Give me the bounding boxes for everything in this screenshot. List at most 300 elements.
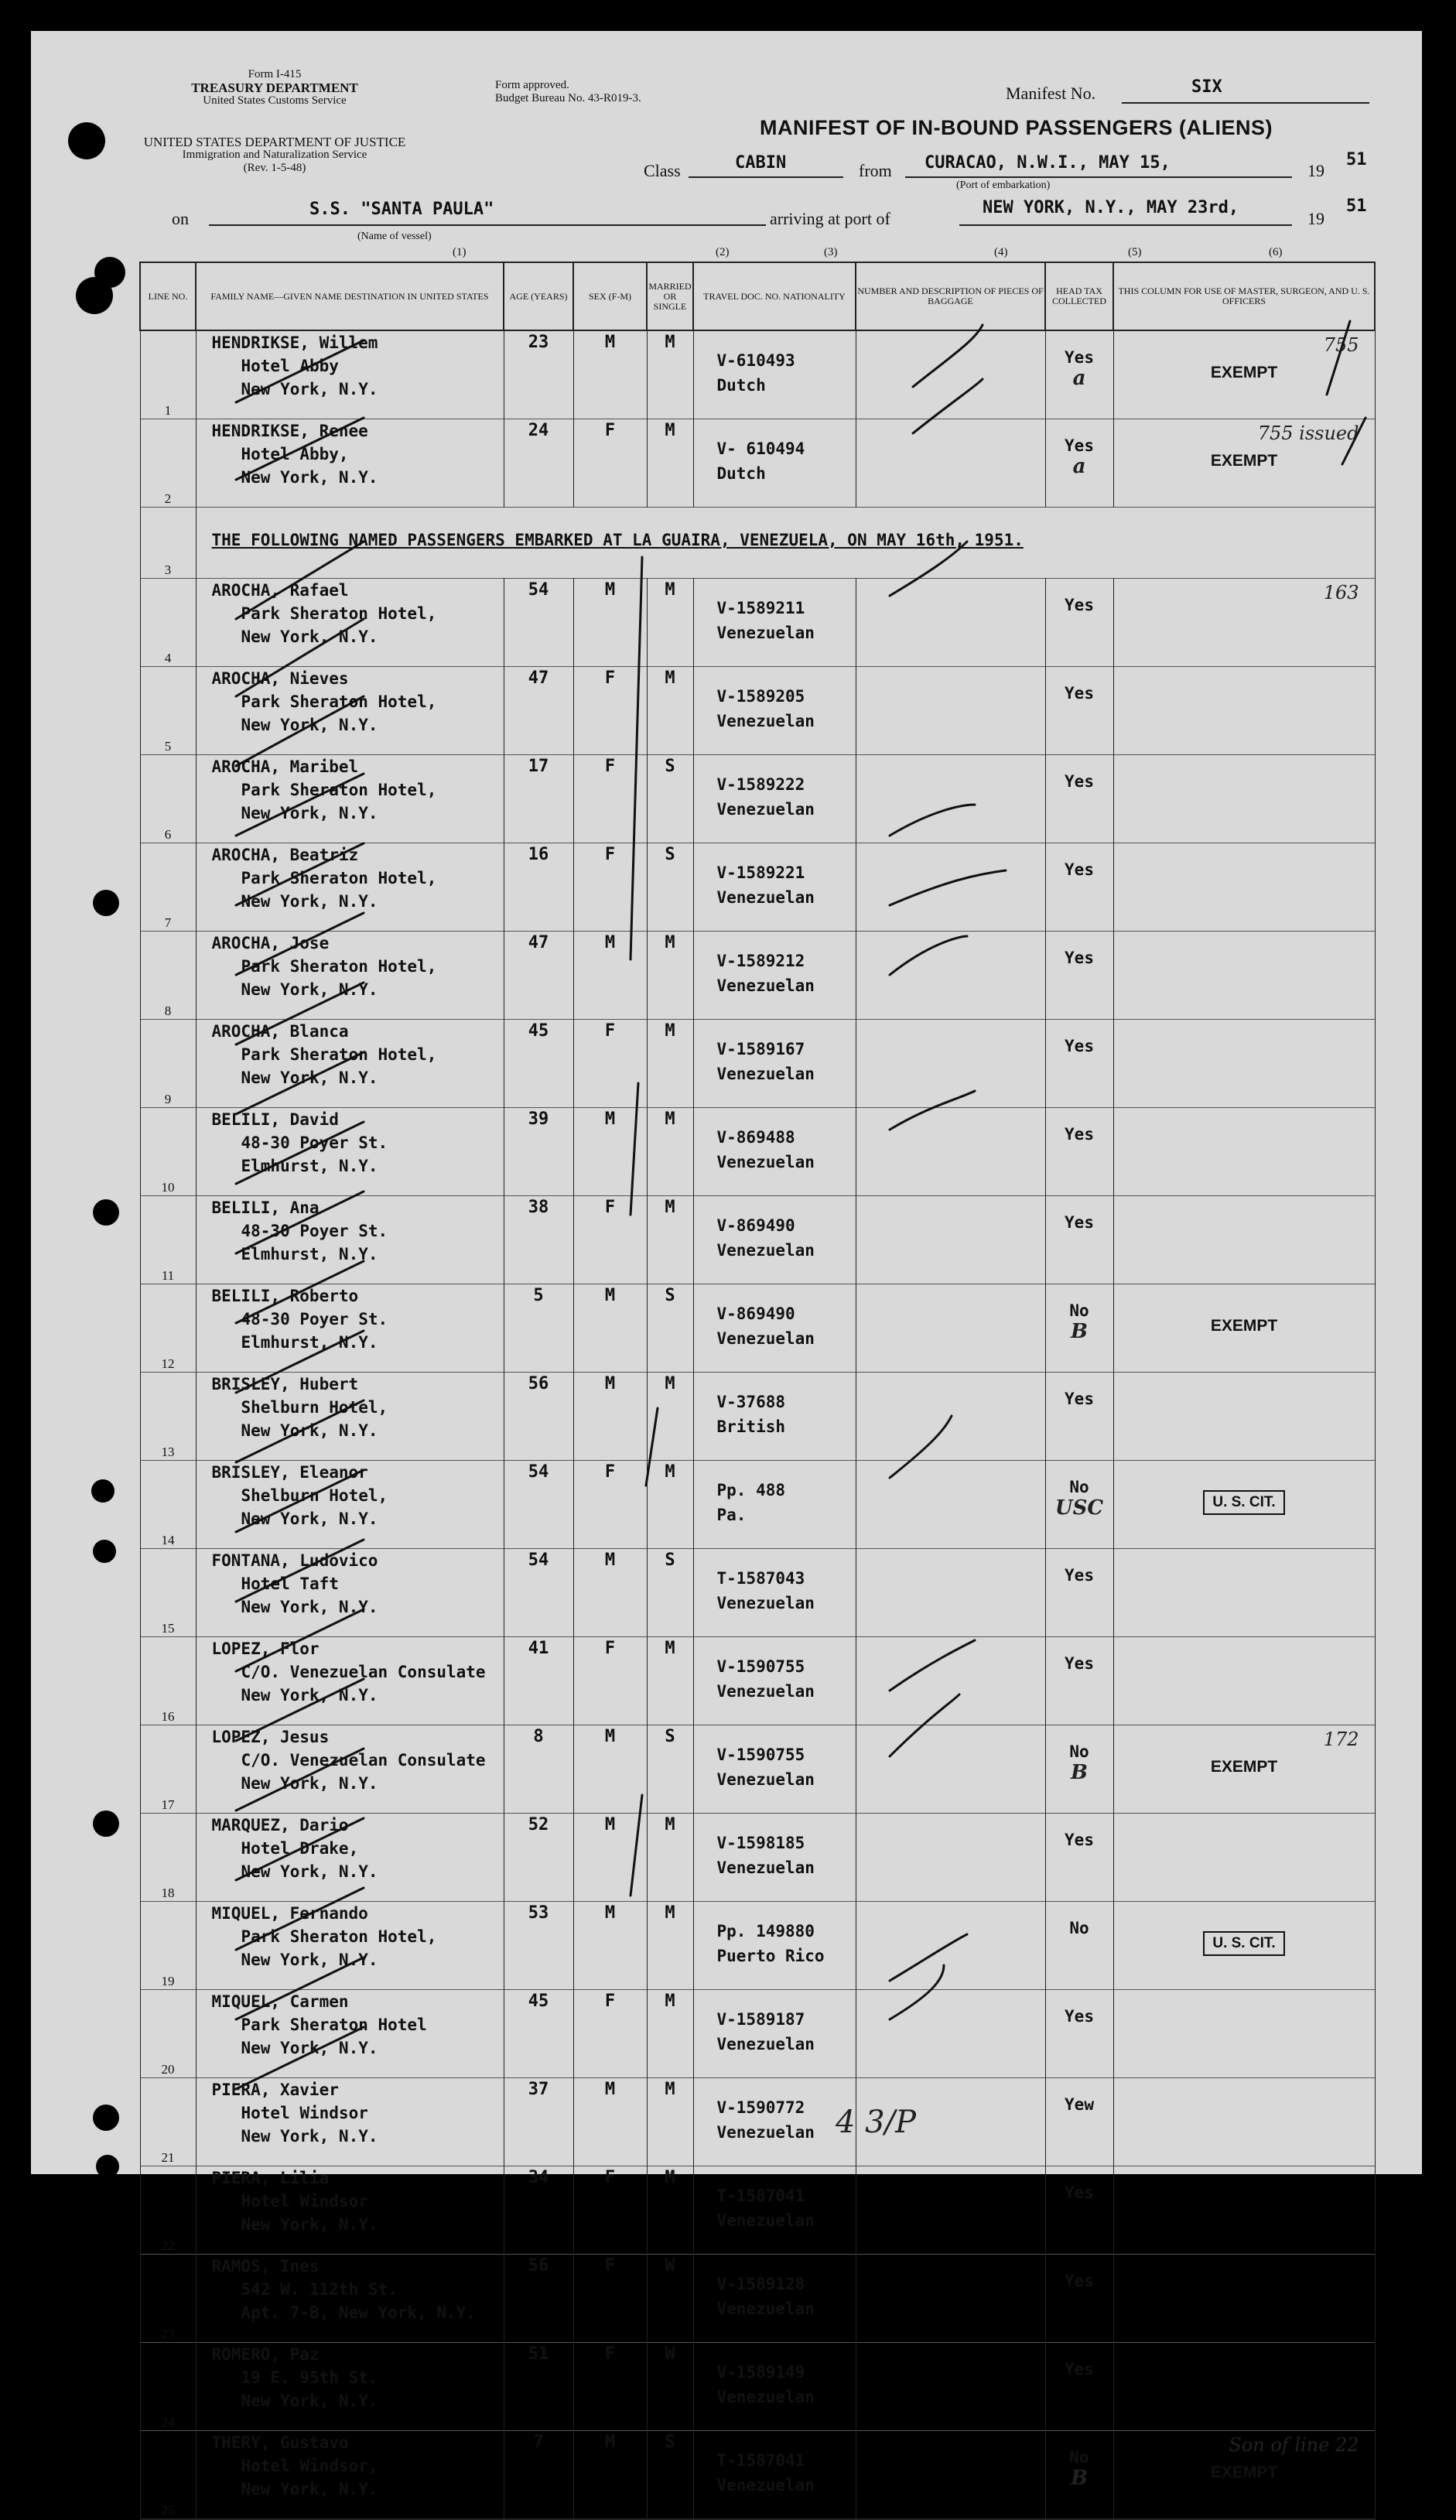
nationality: Venezuelan <box>716 976 815 995</box>
address-line-1: Hotel Windsor <box>241 2192 368 2211</box>
header-line: LINE NO. <box>140 262 196 330</box>
officers-cell <box>1113 1461 1375 1549</box>
ins-service: Immigration and Naturalization Service <box>182 149 367 161</box>
table-row <box>140 1549 1375 1637</box>
line-number-text: 11 <box>161 1268 175 1283</box>
officers-cell <box>1113 1725 1375 1814</box>
address-line-1: Shelburn Hotel, <box>241 1398 388 1417</box>
travel-doc-number: T-1587041 <box>716 2451 805 2470</box>
head-tax-value: Yes <box>1065 1125 1094 1144</box>
age-cell: 7 <box>504 2431 573 2520</box>
address-line-1: 19 E. 95th St. <box>241 2368 378 2387</box>
line-number <box>140 2343 196 2431</box>
age-cell: 47 <box>504 932 573 1020</box>
travel-doc-cell <box>693 1990 856 2078</box>
marital-cell: S <box>647 843 693 932</box>
form-approved: Form approved. <box>495 79 569 91</box>
address-line-2: New York, N.Y. <box>241 2127 378 2146</box>
marital-cell: M <box>647 2078 693 2166</box>
header-married: MARRIED OR SINGLE <box>647 262 693 330</box>
header-row <box>140 262 1375 330</box>
line-number-text: 14 <box>161 1533 175 1547</box>
address-line-2: Elmhurst, N.Y. <box>241 1157 378 1175</box>
travel-doc-number: V-1589221 <box>716 863 805 882</box>
head-tax-value: Yes <box>1065 1390 1094 1408</box>
travel-doc-cell <box>693 1637 856 1725</box>
nationality: British <box>716 1417 786 1436</box>
name-cell <box>196 843 504 932</box>
name-cell <box>196 1108 504 1196</box>
from-label: from <box>859 161 892 180</box>
line-number <box>140 2078 196 2166</box>
address-line-1: C/O. Venezuelan Consulate <box>241 1663 486 1681</box>
head-tax-cell <box>1045 2078 1113 2166</box>
officer-handwriting: 172 <box>1323 1728 1359 1750</box>
address-line-1: Park Sheraton Hotel, <box>241 869 437 887</box>
name-cell <box>196 579 504 667</box>
line-number-text: 21 <box>161 2150 175 2165</box>
head-tax-value: No <box>1069 2448 1089 2467</box>
marital-cell: M <box>647 932 693 1020</box>
officers-cell <box>1113 755 1375 843</box>
age-cell: 47 <box>504 667 573 755</box>
name-cell <box>196 1373 504 1461</box>
name-cell <box>196 667 504 755</box>
address-line-2: New York, N.Y. <box>241 627 378 646</box>
name-cell <box>196 330 504 419</box>
address-line-2: New York, N.Y. <box>241 1862 378 1881</box>
officer-annotation: EXEMPT <box>1210 2464 1278 2481</box>
nationality: Venezuelan <box>716 624 815 642</box>
age-cell: 34 <box>504 2166 573 2255</box>
name-cell <box>196 2431 504 2520</box>
table-row <box>140 1108 1375 1196</box>
baggage-cell <box>856 1637 1045 1725</box>
passenger-table <box>139 262 1376 2520</box>
nationality: Venezuelan <box>716 800 815 819</box>
head-tax-cell <box>1045 1902 1113 1990</box>
age-cell: 54 <box>504 1549 573 1637</box>
embarkation-value: CURACAO, N.W.I., MAY 15, <box>925 153 1171 173</box>
age-cell: 54 <box>504 579 573 667</box>
officers-cell <box>1113 1549 1375 1637</box>
line-number-text: 10 <box>161 1180 175 1195</box>
travel-doc-number: V-1589211 <box>716 599 805 617</box>
class-value: CABIN <box>735 153 787 173</box>
officers-cell <box>1113 1284 1375 1373</box>
address-line-2: New York, N.Y. <box>241 1686 378 1705</box>
marital-cell: M <box>647 419 693 508</box>
officers-cell <box>1113 1373 1375 1461</box>
line-number-text: 4 <box>164 651 172 665</box>
name-cell <box>196 1461 504 1549</box>
age-cell: 38 <box>504 1196 573 1284</box>
line-number <box>140 755 196 843</box>
form-number: Form I-415 <box>248 68 302 80</box>
officers-cell <box>1113 843 1375 932</box>
line-number-text: 6 <box>164 827 172 842</box>
table-row <box>140 330 1375 419</box>
address-line-2: New York, N.Y. <box>241 1069 378 1087</box>
sex-cell: M <box>573 2078 647 2166</box>
port-caption: (Port of embarkation) <box>956 180 1051 191</box>
head-tax-value: No <box>1069 1742 1089 1761</box>
head-tax-value: Yes <box>1065 860 1094 879</box>
sex-cell: M <box>573 1549 647 1637</box>
table-row <box>140 1814 1375 1902</box>
marital-cell: M <box>647 1196 693 1284</box>
table-row <box>140 1637 1375 1725</box>
year-value-2: 51 <box>1346 197 1367 216</box>
address-line-2: New York, N.Y. <box>241 1510 378 1528</box>
line-number <box>140 932 196 1020</box>
address-line-1: Park Sheraton Hotel, <box>241 1045 437 1064</box>
punch-hole <box>94 257 125 288</box>
sex-cell: M <box>573 1902 647 1990</box>
line-number <box>140 843 196 932</box>
name-cell <box>196 2343 504 2431</box>
head-tax-cell <box>1045 1814 1113 1902</box>
travel-doc-cell <box>693 1902 856 1990</box>
travel-doc-cell <box>693 1284 856 1373</box>
travel-doc-cell <box>693 1108 856 1196</box>
punch-hole <box>93 1811 119 1837</box>
line-number <box>140 1196 196 1284</box>
passenger-name: PIERA, Xavier <box>211 2081 339 2099</box>
punch-hole <box>91 1479 114 1503</box>
table-row <box>140 932 1375 1020</box>
table-row <box>140 1725 1375 1814</box>
sex-cell: F <box>573 667 647 755</box>
line-number <box>140 1637 196 1725</box>
nationality: Venezuelan <box>716 888 815 907</box>
passenger-name: HENDRIKSE, Renee <box>211 422 368 440</box>
vessel-caption: (Name of vessel) <box>357 231 432 242</box>
address-line-1: C/O. Venezuelan Consulate <box>241 1751 486 1769</box>
travel-doc-cell <box>693 2255 856 2343</box>
passenger-name: AROCHA, Rafael <box>211 581 349 600</box>
officers-cell <box>1113 2343 1375 2431</box>
line-number <box>140 419 196 508</box>
name-cell <box>196 419 504 508</box>
nationality: Venezuelan <box>716 2299 815 2318</box>
head-tax-value: No <box>1069 1301 1089 1320</box>
passenger-name: BRISLEY, Hubert <box>211 1375 359 1393</box>
address-line-1: 48-30 Poyer St. <box>241 1310 388 1328</box>
age-cell: 51 <box>504 2343 573 2431</box>
head-tax-value: No <box>1069 1478 1089 1496</box>
treasury-dept: TREASURY DEPARTMENT <box>191 80 358 95</box>
head-tax-value: Yes <box>1065 949 1094 967</box>
address-line-2: New York, N.Y. <box>241 716 378 734</box>
manifest-no-label: Manifest No. <box>1006 84 1096 103</box>
sex-cell: F <box>573 1637 647 1725</box>
table-row <box>140 1902 1375 1990</box>
sex-cell: M <box>573 1284 647 1373</box>
age-cell: 56 <box>504 2255 573 2343</box>
travel-doc-number: V-1589128 <box>716 2275 805 2293</box>
col-number: (5) <box>1128 246 1142 258</box>
passenger-name: MARQUEZ, Dario <box>211 1816 349 1834</box>
name-cell <box>196 2255 504 2343</box>
table-row <box>140 2078 1375 2166</box>
line-number <box>140 2255 196 2343</box>
address-line-2: New York, N.Y. <box>241 2480 378 2498</box>
officers-cell <box>1113 1637 1375 1725</box>
travel-doc-number: V-1590755 <box>716 1746 805 1764</box>
officers-cell <box>1113 932 1375 1020</box>
address-line-2: New York, N.Y. <box>241 1421 378 1440</box>
line-number <box>140 1284 196 1373</box>
head-tax-cell <box>1045 1196 1113 1284</box>
class-label: Class <box>644 161 681 180</box>
head-tax-cell <box>1045 755 1113 843</box>
baggage-cell <box>856 579 1045 667</box>
punch-hole <box>96 2155 119 2178</box>
line-number-text: 22 <box>161 2238 175 2253</box>
footer-handwriting: 4 3/P <box>836 2105 917 2140</box>
address-line-1: Hotel Drake, <box>241 1839 359 1858</box>
col-number: (1) <box>453 246 467 258</box>
year-value-1: 51 <box>1346 150 1367 169</box>
year-prefix: 19 <box>1307 161 1324 180</box>
line-number <box>140 330 196 419</box>
head-tax-value: Yes <box>1065 348 1094 367</box>
col-number: (6) <box>1269 246 1283 258</box>
line-number <box>140 1990 196 2078</box>
travel-doc-number: V-37688 <box>716 1393 786 1411</box>
officers-cell <box>1113 1020 1375 1108</box>
marital-cell: M <box>647 2166 693 2255</box>
address-line-2: New York, N.Y. <box>241 1951 378 1969</box>
age-cell: 45 <box>504 1990 573 2078</box>
baggage-cell <box>856 1902 1045 1990</box>
officers-cell <box>1113 2166 1375 2255</box>
head-tax-handwriting: B <box>1071 1761 1088 1784</box>
sex-cell: M <box>573 1814 647 1902</box>
travel-doc-number: V- 610494 <box>716 439 805 458</box>
address-line-1: Park Sheraton Hotel, <box>241 692 437 711</box>
marital-cell: M <box>647 1461 693 1549</box>
address-line-2: New York, N.Y. <box>241 2039 378 2057</box>
name-cell <box>196 2078 504 2166</box>
line-number <box>140 667 196 755</box>
head-tax-handwriting: B <box>1071 2467 1088 2490</box>
name-cell <box>196 1814 504 1902</box>
address-line-2: New York, N.Y. <box>241 980 378 999</box>
address-line-2: Apt. 7-B, New York, N.Y. <box>241 2303 476 2322</box>
officers-cell <box>1113 2255 1375 2343</box>
officer-handwriting: 755 <box>1323 334 1359 356</box>
nationality: Venezuelan <box>716 1858 815 1877</box>
table-row <box>140 843 1375 932</box>
head-tax-cell <box>1045 1549 1113 1637</box>
travel-doc-cell <box>693 1373 856 1461</box>
sex-cell: F <box>573 2166 647 2255</box>
officer-handwriting: 755 issued <box>1257 422 1359 444</box>
address-line-1: Park Sheraton Hotel, <box>241 604 437 623</box>
sex-cell: F <box>573 1461 647 1549</box>
baggage-cell <box>856 1284 1045 1373</box>
line-number <box>140 1549 196 1637</box>
nationality: Dutch <box>716 464 766 483</box>
sex-cell: F <box>573 2343 647 2431</box>
name-cell <box>196 1725 504 1814</box>
travel-doc-cell <box>693 419 856 508</box>
officers-cell <box>1113 1990 1375 2078</box>
age-cell: 23 <box>504 330 573 419</box>
nationality: Venezuelan <box>716 1241 815 1260</box>
head-tax-value: Yes <box>1065 1037 1094 1055</box>
sex-cell: F <box>573 2255 647 2343</box>
table-row <box>140 2255 1375 2343</box>
age-cell: 39 <box>504 1108 573 1196</box>
head-tax-cell <box>1045 2255 1113 2343</box>
nationality: Pa. <box>716 1506 747 1524</box>
passenger-name: BELILI, Ana <box>211 1198 320 1217</box>
travel-doc-number: V-1589167 <box>716 1040 805 1058</box>
head-tax-handwriting: a <box>1072 367 1086 390</box>
marital-cell: S <box>647 2431 693 2520</box>
address-line-2: New York, N.Y. <box>241 2392 378 2410</box>
form-revision: (Rev. 1-5-48) <box>243 162 306 174</box>
head-tax-value: Yes <box>1065 1831 1094 1849</box>
nationality: Venezuelan <box>716 1153 815 1171</box>
nationality: Venezuelan <box>716 1329 815 1348</box>
baggage-cell <box>856 843 1045 932</box>
on-label: on <box>172 209 189 228</box>
passenger-name: FONTANA, Ludovico <box>211 1551 378 1570</box>
age-cell: 52 <box>504 1814 573 1902</box>
address-line-1: Shelburn Hotel, <box>241 1486 388 1505</box>
line-number-text: 9 <box>164 1092 172 1106</box>
travel-doc-cell <box>693 1196 856 1284</box>
line-number-text: 19 <box>161 1974 175 1988</box>
baggage-cell <box>856 2166 1045 2255</box>
address-line-2: New York, N.Y. <box>241 380 378 398</box>
nationality: Venezuelan <box>716 2476 815 2494</box>
marital-cell: M <box>647 1373 693 1461</box>
travel-doc-cell <box>693 843 856 932</box>
line-number <box>140 1814 196 1902</box>
baggage-cell <box>856 932 1045 1020</box>
address-line-1: Hotel Taft <box>241 1575 339 1593</box>
marital-cell: W <box>647 2343 693 2431</box>
nationality: Venezuelan <box>716 1770 815 1789</box>
table-row <box>140 2166 1375 2255</box>
passenger-name: LOPEZ, Flor <box>211 1640 320 1658</box>
head-tax-cell <box>1045 330 1113 419</box>
line-number-text: 3 <box>164 562 172 577</box>
passenger-name: BRISLEY, Eleanor <box>211 1463 368 1482</box>
line-number-text: 18 <box>161 1886 175 1900</box>
travel-doc-number: T-1587043 <box>716 1569 805 1588</box>
marital-cell: M <box>647 1108 693 1196</box>
address-line-2: New York, N.Y. <box>241 1774 378 1793</box>
passenger-name: BELILI, Roberto <box>211 1287 359 1305</box>
marital-cell: W <box>647 2255 693 2343</box>
travel-doc-cell <box>693 330 856 419</box>
head-tax-cell <box>1045 1990 1113 2078</box>
sex-cell: F <box>573 1020 647 1108</box>
name-cell <box>196 1902 504 1990</box>
passenger-name: AROCHA, Nieves <box>211 669 349 688</box>
officer-annotation: EXEMPT <box>1210 364 1278 381</box>
passenger-name: AROCHA, Jose <box>211 934 330 952</box>
nationality: Venezuelan <box>716 2123 815 2142</box>
table-row <box>140 1373 1375 1461</box>
travel-doc-cell <box>693 1814 856 1902</box>
address-line-1: Park Sheraton Hotel, <box>241 1927 437 1946</box>
travel-doc-number: Pp. 149880 <box>716 1922 815 1940</box>
marital-cell: M <box>647 1637 693 1725</box>
baggage-cell <box>856 2431 1045 2520</box>
head-tax-cell <box>1045 1637 1113 1725</box>
travel-doc-number: V-1598185 <box>716 1834 805 1852</box>
line-number-text: 25 <box>161 2503 175 2518</box>
arriving-label: arriving at port of <box>770 209 890 228</box>
line-number-text: 17 <box>161 1797 175 1812</box>
marital-cell: S <box>647 1725 693 1814</box>
table-row <box>140 1284 1375 1373</box>
table-row <box>140 1020 1375 1108</box>
passenger-name: AROCHA, Maribel <box>211 757 359 776</box>
line-number-text: 7 <box>164 915 172 930</box>
line-number-text: 1 <box>164 403 172 418</box>
line-number <box>140 1461 196 1549</box>
travel-doc-number: V-1590755 <box>716 1657 805 1676</box>
nationality: Venezuelan <box>716 1682 815 1701</box>
vessel-name: S.S. "SANTA PAULA" <box>309 200 494 219</box>
baggage-cell <box>856 755 1045 843</box>
head-tax-cell <box>1045 1373 1113 1461</box>
line-number <box>140 1020 196 1108</box>
sex-cell: F <box>573 419 647 508</box>
table-row <box>140 2431 1375 2520</box>
head-tax-cell <box>1045 2431 1113 2520</box>
head-tax-cell <box>1045 579 1113 667</box>
passenger-name: THERY, Gustavo <box>211 2433 349 2452</box>
col-number: (3) <box>824 246 838 258</box>
line-number <box>140 2431 196 2520</box>
arrival-line <box>959 224 1292 226</box>
sex-cell: F <box>573 1990 647 2078</box>
line-number-text: 16 <box>161 1709 175 1724</box>
nationality: Venezuelan <box>716 2388 815 2406</box>
head-tax-value: Yes <box>1065 2183 1094 2202</box>
travel-doc-number: V-1589212 <box>716 952 805 970</box>
age-cell: 37 <box>504 2078 573 2166</box>
address-line-1: Hotel Abby <box>241 357 339 375</box>
head-tax-cell <box>1045 1725 1113 1814</box>
marital-cell: S <box>647 1284 693 1373</box>
travel-doc-cell <box>693 2343 856 2431</box>
passenger-name: LOPEZ, Jesus <box>211 1728 330 1746</box>
head-tax-cell <box>1045 1461 1113 1549</box>
officer-annotation: U. S. CIT. <box>1203 1931 1284 1956</box>
form-approval <box>495 79 681 105</box>
sex-cell: M <box>573 1108 647 1196</box>
col-number: (4) <box>994 246 1008 258</box>
col-number: (2) <box>716 246 730 258</box>
age-cell: 24 <box>504 419 573 508</box>
sex-cell: M <box>573 330 647 419</box>
age-cell: 16 <box>504 843 573 932</box>
sex-cell: M <box>573 579 647 667</box>
head-tax-cell <box>1045 1108 1113 1196</box>
year-prefix-2: 19 <box>1307 209 1324 228</box>
nationality: Venezuelan <box>716 712 815 730</box>
